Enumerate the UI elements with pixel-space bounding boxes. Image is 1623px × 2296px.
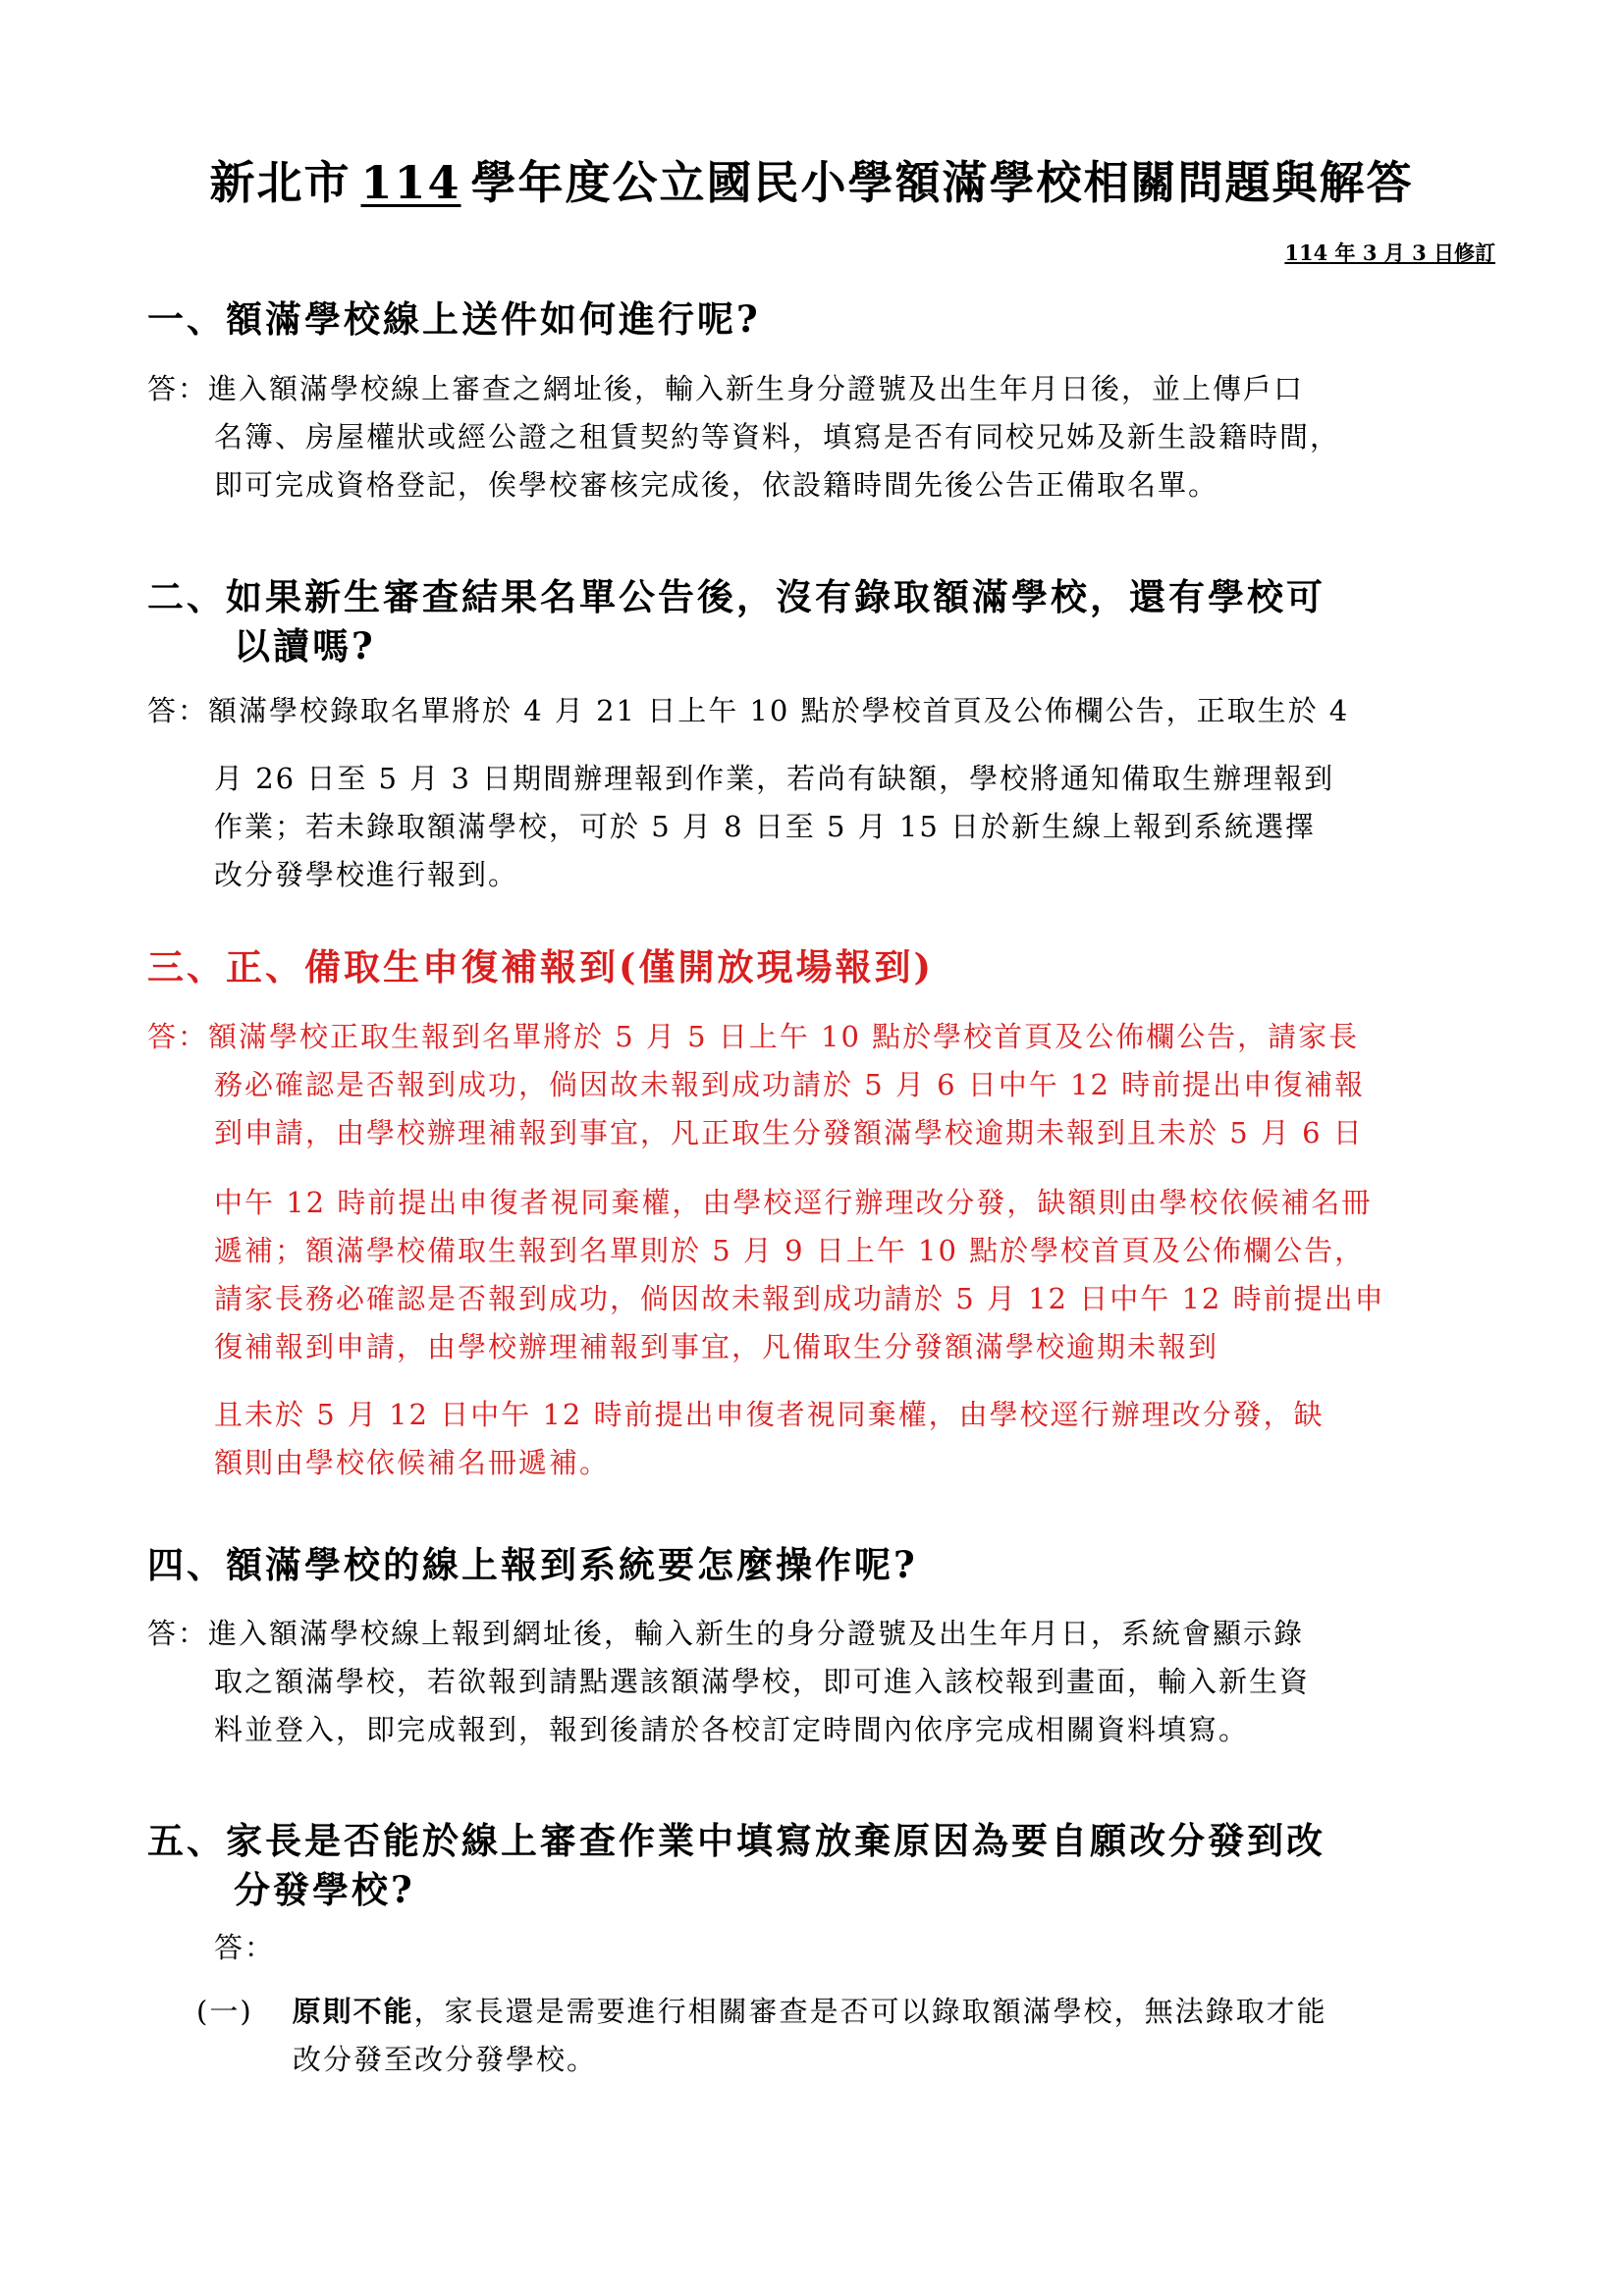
revision-date: 114 年 3 月 3 日修訂 xyxy=(1284,240,1495,265)
title-year: 114 xyxy=(360,156,461,209)
item-marker: (一) xyxy=(196,1995,253,2028)
answer-line: 遞補；額滿學校備取生報到名單則於 5 月 9 日上午 10 點於學校首頁及公佈欄公告， xyxy=(214,1234,1366,1267)
section-5-item-1 xyxy=(196,1988,1473,2084)
document-title xyxy=(0,147,1623,212)
answer-line: 答：進入額滿學校線上報到網址後，輸入新生的身分證號及出生年月日，系統會顯示錄 xyxy=(147,1617,1305,1650)
section-2-heading xyxy=(147,572,1502,670)
answer-line: 額則由學校依候補名冊遞補。 xyxy=(214,1446,611,1479)
answer-line: 答：額滿學校錄取名單將於 4 月 21 日上午 10 點於學校首頁及公佈欄公告，正取生於 4 xyxy=(147,694,1350,727)
answer-line: 月 26 日至 5 月 3 日期間辦理報到作業，若尚有缺額，學校將通知備取生辦理報到 xyxy=(214,762,1335,795)
answer-line: 即可完成資格登記，俟學校審核完成後，依設籍時間先後公告正備取名單。 xyxy=(214,468,1219,502)
answer-line: 到申請，由學校辦理補報到事宜，凡正取生分發額滿學校逾期未報到且未於 5 月 6 日 xyxy=(214,1116,1364,1149)
answer-line: 名簿、房屋權狀或經公證之租賃契約等資料，填寫是否有同校兄姊及新生設籍時間， xyxy=(214,420,1341,454)
section-5-answer-label: 答： xyxy=(214,1931,276,1964)
section-3-heading-line: 三、正、備取生申復補報到(僅開放現場報到) xyxy=(147,945,935,988)
answer-line: 且未於 5 月 12 日中午 12 時前提出申復者視同棄權，由學校逕行辦理改分發，缺 xyxy=(214,1398,1325,1431)
item-text: ，家長還是需要進行相關審查是否可以錄取額滿學校，無法錄取才能 xyxy=(413,1995,1327,2028)
section-1-heading-line: 一、額滿學校線上送件如何進行呢? xyxy=(147,297,761,341)
answer-line: 中午 12 時前提出申復者視同棄權，由學校逕行辦理改分發，缺額則由學校依候補名冊 xyxy=(214,1186,1373,1219)
answer-line: 務必確認是否報到成功，倘因故未報到成功請於 5 月 6 日中午 12 時前提出申復補報 xyxy=(214,1068,1366,1101)
section-4-heading-line: 四、額滿學校的線上報到系統要怎麼操作呢? xyxy=(147,1543,918,1586)
title-suffix: 學年度公立國民小學額滿學校相關問題與解答 xyxy=(470,156,1414,209)
section-2-heading-line: 二、如果新生審查結果名單公告後，沒有錄取額滿學校，還有學校可 xyxy=(147,575,1325,618)
section-2-heading-line: 以讀嗎? xyxy=(234,624,376,667)
answer-line: 取之額滿學校，若欲報到請點選該額滿學校，即可進入該校報到畫面，輸入新生資 xyxy=(214,1665,1311,1698)
answer-line: 答：進入額滿學校線上審查之網址後，輸入新生身分證號及出生年月日後，並上傳戶口 xyxy=(147,372,1305,405)
section-4-answer xyxy=(147,1610,1512,1754)
item-bold-text: 原則不能 xyxy=(292,1995,414,2028)
section-3-answer xyxy=(147,1013,1512,1487)
section-2-answer xyxy=(147,687,1512,899)
answer-line: 作業；若未錄取額滿學校，可於 5 月 8 日至 5 月 15 日於新生線上報到系統選擇 xyxy=(214,810,1317,843)
answer-line: 復補報到申請，由學校辦理補報到事宜，凡備取生分發額滿學校逾期未報到 xyxy=(214,1330,1219,1363)
section-4-heading xyxy=(147,1540,1502,1589)
title-prefix: 新北市 xyxy=(209,156,352,209)
section-5-heading-line: 分發學校? xyxy=(234,1868,415,1911)
section-1-answer xyxy=(147,365,1512,509)
section-3-heading xyxy=(147,942,1502,991)
item-text-continued: 改分發至改分發學校。 xyxy=(293,2043,598,2076)
answer-line: 請家長務必確認是否報到成功，倘因故未報到成功請於 5 月 12 日中午 12 時前提出申 xyxy=(214,1282,1385,1315)
answer-line: 答：額滿學校正取生報到名單將於 5 月 5 日上午 10 點於學校首頁及公佈欄公告，請家長 xyxy=(147,1020,1360,1053)
answer-line: 料並登入，即完成報到，報到後請於各校訂定時間內依序完成相關資料填寫。 xyxy=(214,1713,1250,1746)
section-5-heading-line: 五、家長是否能於線上審查作業中填寫放棄原因為要自願改分發到改 xyxy=(147,1819,1325,1862)
section-5-heading xyxy=(147,1816,1502,1914)
section-1-heading xyxy=(147,294,1502,344)
answer-line: 改分發學校進行報到。 xyxy=(214,858,519,891)
